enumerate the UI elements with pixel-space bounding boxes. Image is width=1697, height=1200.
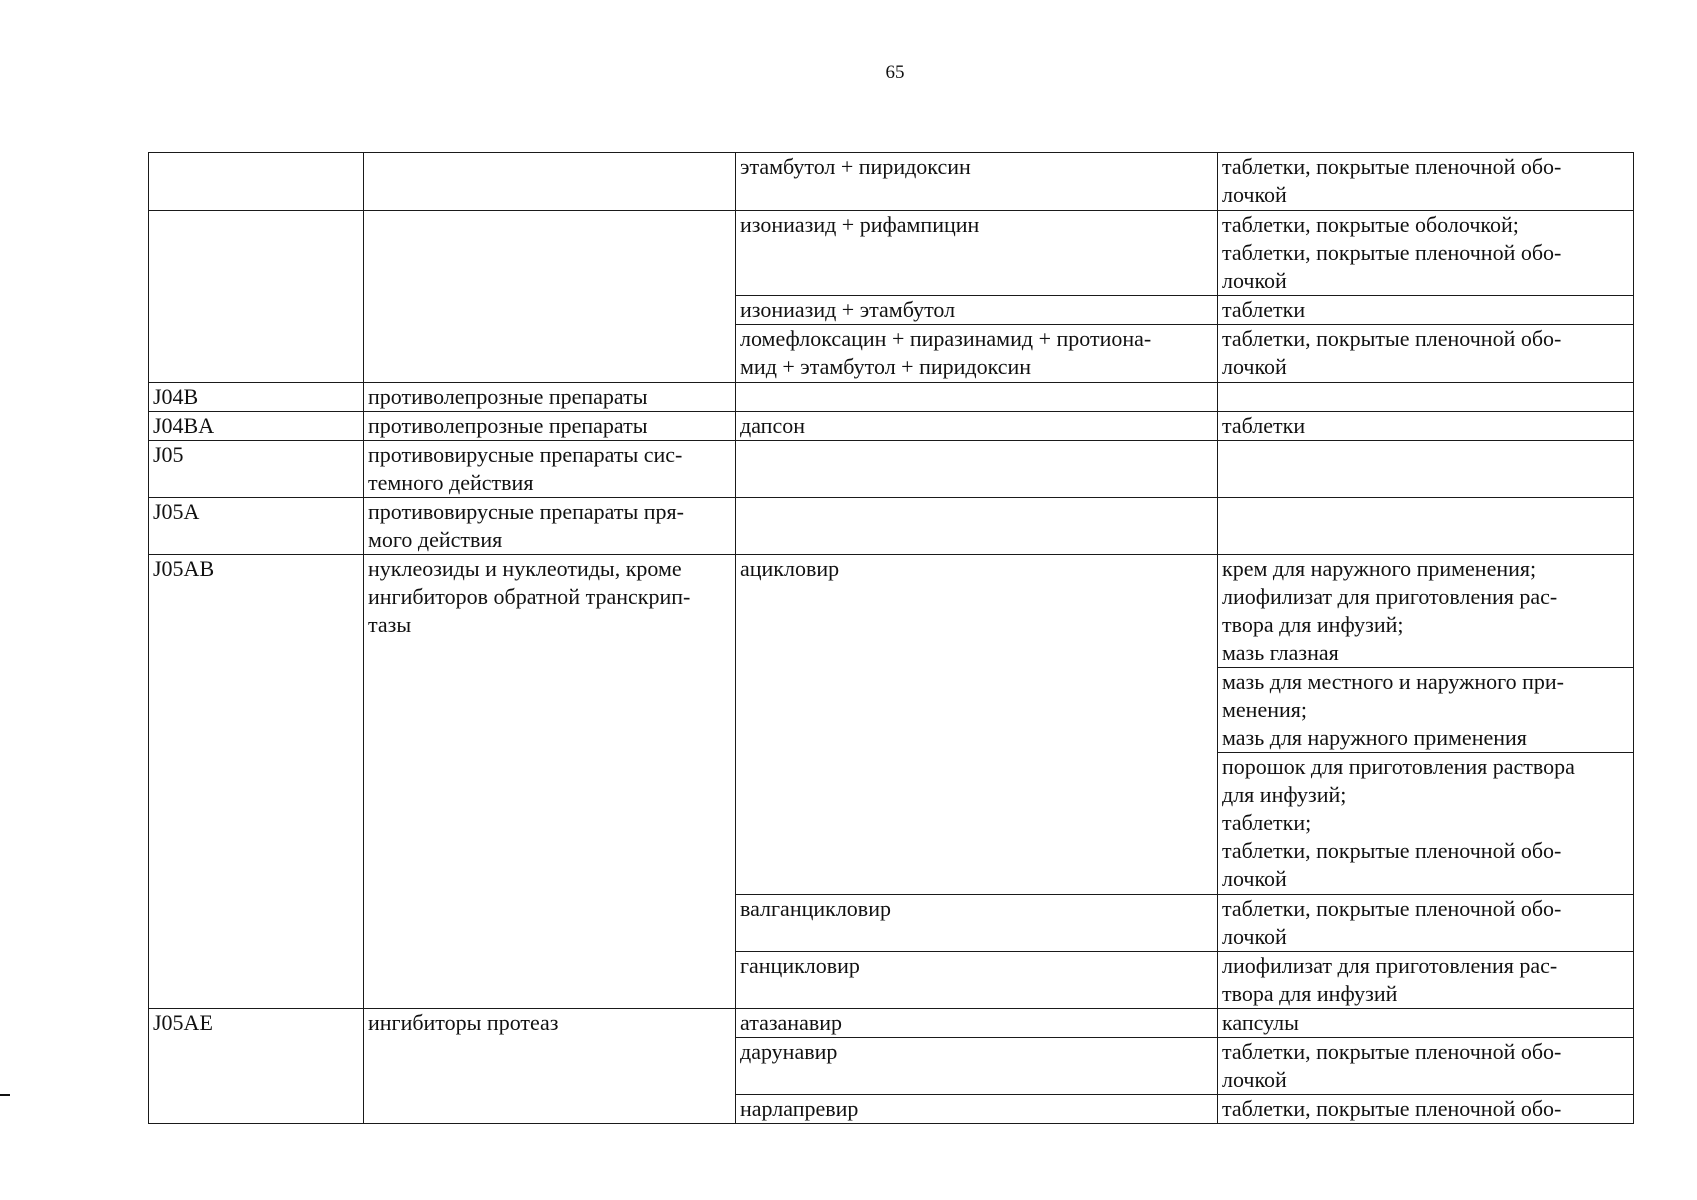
atc-code-cell: J04B (149, 383, 364, 412)
drug-cell: ломефлоксацин + пиразинамид + протиона- мид + этамбутол + пиридоксин (736, 325, 1218, 383)
form-cell: лиофилизат для приготовления рас- твора для инфузий (1218, 952, 1634, 1009)
group-cell: противолепрозные препараты (364, 412, 736, 441)
drug-cell: этамбутол + пиридоксин (736, 153, 1218, 211)
table-row (149, 1009, 1634, 1038)
group-cell (364, 211, 736, 383)
form-cell: таблетки, покрытые пленочной обо- (1218, 1095, 1634, 1124)
form-cell: мазь для местного и наружного при- менения; мазь для наружного применения (1218, 668, 1634, 753)
drug-cell: валганцикловир (736, 895, 1218, 952)
table-row (149, 555, 1634, 668)
table-row (149, 211, 1634, 296)
drug-table (148, 152, 1634, 1124)
form-cell: таблетки, покрытые оболочкой; таблетки, покрытые пленочной обо- лочкой (1218, 211, 1634, 296)
group-cell: нуклеозиды и нуклеотиды, кроме ингибиторов обратной транскрип- тазы (364, 555, 736, 1009)
drug-cell: дапсон (736, 412, 1218, 441)
form-cell: таблетки (1218, 296, 1634, 325)
page-number: 65 (885, 62, 905, 83)
group-cell: ингибиторы протеаз (364, 1009, 736, 1124)
atc-code-cell: J05AE (149, 1009, 364, 1124)
drug-cell (736, 498, 1218, 555)
drug-cell: ганцикловир (736, 952, 1218, 1009)
atc-code-cell (149, 153, 364, 211)
table-row (149, 441, 1634, 498)
group-cell: противолепрозные препараты (364, 383, 736, 412)
form-cell (1218, 383, 1634, 412)
atc-code-cell: J05AB (149, 555, 364, 1009)
group-cell (364, 153, 736, 211)
group-cell: противовирусные препараты пря- мого действия (364, 498, 736, 555)
form-cell (1218, 498, 1634, 555)
form-cell: таблетки, покрытые пленочной обо- лочкой (1218, 153, 1634, 211)
drug-cell (736, 383, 1218, 412)
atc-code-cell: J05 (149, 441, 364, 498)
drug-cell: изониазид + рифампицин (736, 211, 1218, 296)
table-row (149, 412, 1634, 441)
atc-code-cell: J04BA (149, 412, 364, 441)
margin-mark (0, 1094, 10, 1096)
table-row (149, 498, 1634, 555)
atc-code-cell: J05A (149, 498, 364, 555)
drug-cell: дарунавир (736, 1038, 1218, 1095)
drug-cell (736, 441, 1218, 498)
drug-cell: нарлапревир (736, 1095, 1218, 1124)
form-cell: таблетки, покрытые пленочной обо- лочкой (1218, 895, 1634, 952)
form-cell: таблетки, покрытые пленочной обо- лочкой (1218, 1038, 1634, 1095)
form-cell (1218, 441, 1634, 498)
drug-cell: ацикловир (736, 555, 1218, 895)
group-cell: противовирусные препараты сис- темного действия (364, 441, 736, 498)
form-cell: таблетки, покрытые пленочной обо- лочкой (1218, 325, 1634, 383)
atc-code-cell (149, 211, 364, 383)
form-cell: капсулы (1218, 1009, 1634, 1038)
form-cell: порошок для приготовления раствора для инфузий; таблетки; таблетки, покрытые пленочной обо- лочкой (1218, 753, 1634, 895)
form-cell: крем для наружного применения; лиофилизат для приготовления рас- твора для инфузий; мазь глазная (1218, 555, 1634, 668)
form-cell: таблетки (1218, 412, 1634, 441)
drug-cell: изониазид + этамбутол (736, 296, 1218, 325)
drug-cell: атазанавир (736, 1009, 1218, 1038)
table-row (149, 383, 1634, 412)
table-row (149, 153, 1634, 211)
